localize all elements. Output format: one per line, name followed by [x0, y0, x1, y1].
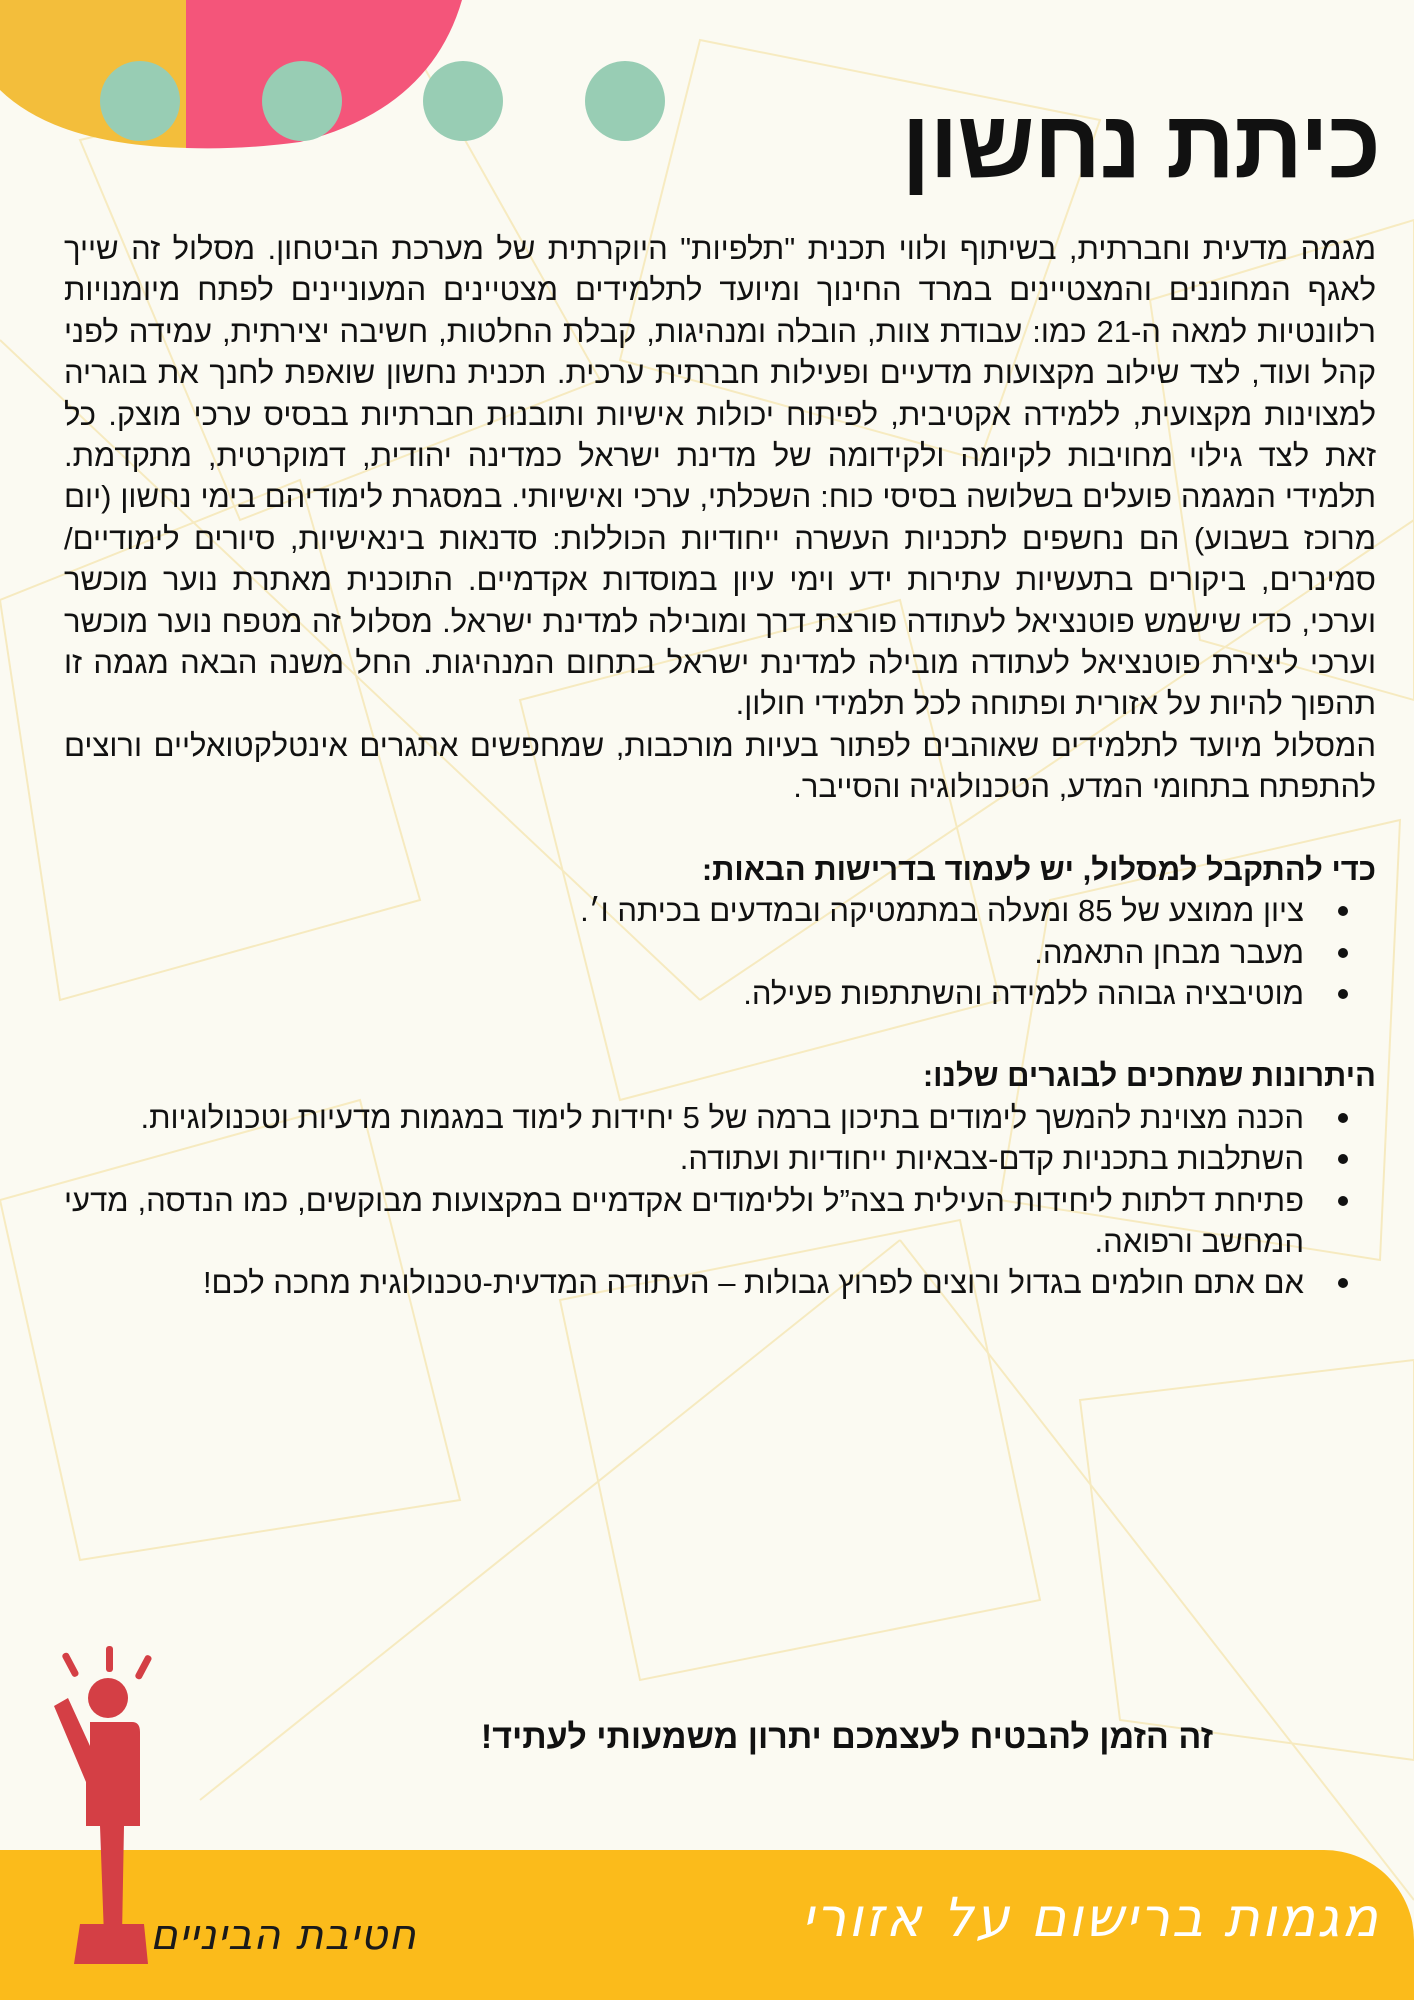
list-item: ציון ממוצע של 85 ומעלה במתמטיקה ובמדעים בכיתה ו׳. [64, 890, 1304, 931]
closing-statement: זה הזמן להבטיח לעצמכם יתרון משמעותי לעתיד! [480, 1718, 1214, 1756]
footer-banner [0, 1850, 1414, 2000]
intro-paragraph: מגמה מדעית וחברתית, בשיתוף ולווי תכנית "תלפיות" היוקרתית של מערכת הביטחון. מסלול זה שייך לאגף המחוננים והמצטיינים במרד החינוך ומיועד לתלמידים מצטיינים המעוניינים לפתח מיומנויות רלוונטיות למאה ה-21 כמו: עבודת צוות, הובלה ומנהיגות, קבלת החלטות, חשיבה יצירתית, עמידה לפני קהל ועוד, לצד שילוב מקצועות מדעיים ופעילות חברתית ערכית. תכנית נחשון שואפת לחנך את בוגריה למצוינות מקצועית, ללמידה אקטיבית, לפיתוח יכולות אישיות ותובנות חברתיות בבסיס ערכי מוצק. כל זאת לצד גילוי מחויבות לקיומה ולקידומה של מדינת ישראל כמדינה יהודית, דמוקרטית, מתקדמת. תלמידי המגמה פועלים בשלושה בסיסי כוח: השכלתי, ערכי ואישיותי. במסגרת לימודיהם בימי נחשון (יום מרוכז בשבוע) הם נחשפים לתכניות העשרה ייחודיות הכוללות: סדנאות בינאישיות, סיורים לימודיים/ סמינרים, ביקורים בתעשיות עתירות ידע וימי עיון במוסדות אקדמיים. התוכנית מאתרת נוער מוכשר וערכי, כדי שישמש פוטנציאל לעתודה פורצת דרך ומובילה למדינת ישראל. מסלול זה מטפח נוער מוכשר וערכי ליצירת פוטנציאל לעתודה מובילה למדינת ישראל בתחום המנהיגות. החל משנה הבאה מגמה זו תהפוך להיות על אזורית ופתוחה לכל תלמידי חולון. [64, 231, 1376, 722]
footer-school-name: חטיבת הביניים [150, 1910, 417, 1959]
advantages-list [64, 1097, 1376, 1304]
mint-dot-4 [585, 61, 665, 141]
list-item: השתלבות בתכניות קדם-צבאיות ייחודיות ועתודה. [64, 1138, 1304, 1179]
list-item: מוטיבציה גבוהה ללמידה והשתתפות פעילה. [64, 973, 1304, 1014]
page-title: כיתת נחשון [901, 91, 1380, 198]
header-decoration [0, 0, 700, 160]
advantages-heading: היתרונות שמחכים לבוגרים שלנו: [922, 1058, 1376, 1094]
requirements-heading: כדי להתקבל למסלול, יש לעמוד בדרישות הבאות: [701, 851, 1376, 887]
requirements-list [64, 890, 1376, 1014]
main-content [64, 228, 1376, 1304]
mint-dot-3 [423, 61, 503, 141]
mint-dot-1 [100, 61, 180, 141]
mint-dot-2 [262, 61, 342, 141]
list-item: אם אתם חולמים בגדול ורוצים לפרוץ גבולות – העתודה המדעית-טכנולוגית מחכה לכם! [64, 1262, 1304, 1303]
list-item: מעבר מבחן התאמה. [64, 932, 1304, 973]
list-item: פתיחת דלתות ליחידות העילית בצה”ל וללימודים אקדמיים במקצועות מבוקשים, כמו הנדסה, מדעי המחשב ורפואה. [64, 1180, 1304, 1263]
list-item: הכנה מצוינת להמשך לימודים בתיכון ברמה של 5 יחידות לימוד במגמות מדעיות וטכנולוגיות. [64, 1097, 1304, 1138]
intro-paragraph-2: המסלול מיועד לתלמידים שאוהבים לפתור בעיות מורכבות, שמחפשים אתגרים אינטלקטואליים ורוצים להתפתח בתחומי המדע, הטכנולוגיה והסייבר. [64, 727, 1376, 805]
raised-hand-figure-icon [44, 1646, 154, 1966]
footer-slogan: מגמות ברישום על אזורי [801, 1886, 1380, 1949]
